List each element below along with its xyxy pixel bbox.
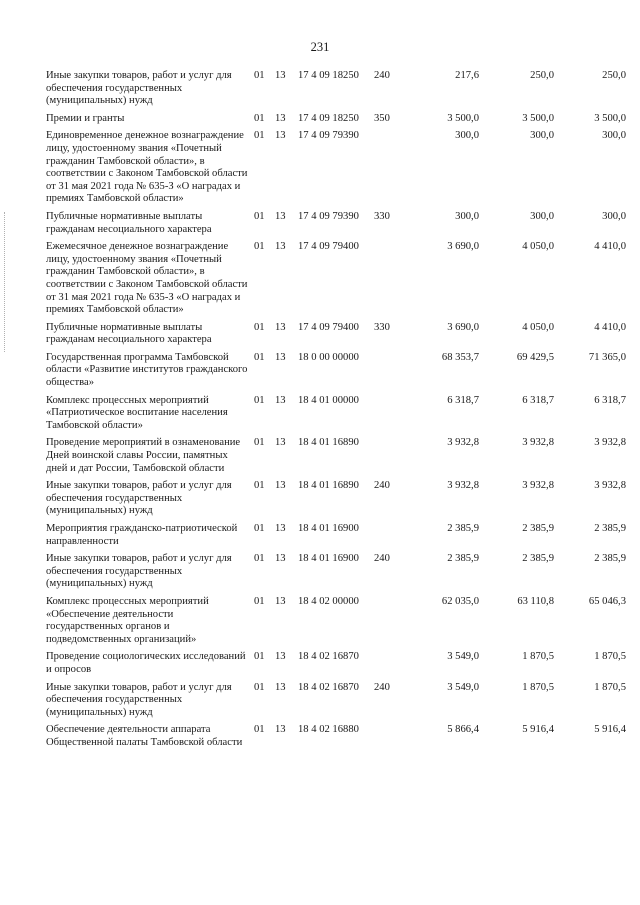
row-subsection: 13 [275, 394, 286, 406]
row-expense-type: 330 [374, 321, 390, 333]
row-section: 01 [254, 553, 265, 565]
row-name: Публичные нормативные выплаты гражданам несоциального характера [46, 321, 212, 346]
row-subsection: 13 [275, 724, 286, 736]
row-expense-type [374, 651, 402, 681]
row-value-2: 4 050,0 [522, 321, 554, 333]
row-value-3: 4 410,0 [594, 321, 626, 333]
row-expense-type [374, 130, 402, 211]
row-value-3: 2 385,9 [594, 553, 626, 565]
row-expense-type [374, 352, 402, 395]
row-value-2: 1 870,5 [522, 651, 554, 663]
row-name: Проведение мероприятий в ознаменование Дней воинской славы России, памятных дней и дат России, Тамбовской области [46, 437, 241, 474]
row-subsection: 13 [275, 351, 286, 363]
row-subsection: 13 [275, 112, 286, 124]
row-target-article: 18 4 02 16870 [298, 651, 359, 663]
row-subsection: 13 [275, 480, 286, 492]
row-target-article: 18 4 02 16870 [298, 681, 359, 693]
table-row [46, 113, 626, 131]
table-row [46, 322, 626, 352]
row-value-3: 5 916,4 [594, 724, 626, 736]
row-value-2: 6 318,7 [522, 394, 554, 406]
row-value-3: 6 318,7 [594, 394, 626, 406]
row-value-3: 4 410,0 [594, 241, 626, 253]
row-target-article: 18 4 02 16880 [298, 724, 359, 736]
table-row [46, 596, 626, 651]
row-subsection: 13 [275, 681, 286, 693]
row-value-1: 2 385,9 [447, 523, 479, 534]
row-value-2: 2 385,9 [522, 553, 554, 565]
row-expense-type: 240 [374, 70, 390, 81]
row-name: Комплекс процессных мероприятий «Обеспечение деятельности государственных органов и подведомственных организаций» [46, 595, 209, 645]
row-name: Иные закупки товаров, работ и услуг для обеспечения государственных (муниципальных) нужд [46, 70, 232, 107]
row-section: 01 [254, 130, 265, 142]
row-expense-type [374, 596, 402, 651]
row-target-article: 17 4 09 18250 [298, 112, 359, 124]
row-section: 01 [254, 321, 265, 333]
table-row [46, 651, 626, 681]
table-row [46, 395, 626, 438]
row-value-1: 3 549,0 [447, 651, 479, 663]
row-target-article: 18 4 02 00000 [298, 595, 359, 607]
row-value-3: 65 046,3 [588, 595, 626, 607]
row-name: Проведение социологических исследований и опросов [46, 651, 246, 675]
row-value-2: 250,0 [530, 70, 554, 81]
row-subsection: 13 [275, 70, 286, 81]
row-value-2: 1 870,5 [522, 681, 554, 693]
row-section: 01 [254, 724, 265, 736]
row-section: 01 [254, 480, 265, 492]
row-value-1: 3 932,8 [447, 480, 479, 492]
row-section: 01 [254, 437, 265, 449]
row-section: 01 [254, 210, 265, 222]
row-value-2: 2 385,9 [522, 523, 554, 534]
row-name: Комплекс процессных мероприятий «Патриотическое воспитание населения Тамбовской области» [46, 394, 228, 431]
row-name: Иные закупки товаров, работ и услуг для обеспечения государственных (муниципальных) нужд [46, 480, 232, 517]
row-value-1: 300,0 [455, 210, 479, 222]
row-target-article: 18 4 01 16890 [298, 480, 359, 492]
row-target-article: 17 4 09 79400 [298, 321, 359, 333]
row-expense-type: 240 [374, 681, 390, 693]
row-value-3: 250,0 [602, 70, 626, 81]
table-row [46, 682, 626, 725]
table-row [46, 553, 626, 596]
row-target-article: 17 4 09 79400 [298, 241, 359, 253]
row-target-article: 18 4 01 16890 [298, 437, 359, 449]
row-expense-type [374, 395, 402, 438]
row-name: Публичные нормативные выплаты гражданам несоциального характера [46, 210, 212, 235]
table-row [46, 211, 626, 241]
row-value-1: 3 549,0 [447, 681, 479, 693]
row-value-3: 2 385,9 [594, 523, 626, 534]
row-subsection: 13 [275, 241, 286, 253]
row-value-3: 300,0 [602, 210, 626, 222]
row-value-2: 5 916,4 [522, 724, 554, 736]
row-section: 01 [254, 595, 265, 607]
row-value-2: 3 932,8 [522, 437, 554, 449]
table-row [46, 70, 626, 113]
row-value-3: 300,0 [602, 130, 626, 142]
table-row [46, 523, 626, 553]
row-expense-type [374, 724, 402, 754]
row-expense-type: 240 [374, 553, 390, 565]
row-target-article: 17 4 09 79390 [298, 210, 359, 222]
row-expense-type: 240 [374, 480, 390, 492]
row-value-1: 3 500,0 [447, 112, 479, 124]
row-value-1: 2 385,9 [447, 553, 479, 565]
row-value-1: 68 353,7 [441, 351, 479, 363]
row-section: 01 [254, 70, 265, 81]
row-name: Иные закупки товаров, работ и услуг для обеспечения государственных (муниципальных) нужд [46, 681, 232, 718]
row-subsection: 13 [275, 437, 286, 449]
row-value-1: 62 035,0 [441, 595, 479, 607]
row-section: 01 [254, 523, 265, 534]
row-section: 01 [254, 394, 265, 406]
row-value-2: 4 050,0 [522, 241, 554, 253]
row-name: Премии и гранты [46, 112, 125, 124]
row-expense-type [374, 523, 402, 553]
row-target-article: 17 4 09 18250 [298, 70, 359, 81]
row-name: Обеспечение деятельности аппарата Общественной палаты Тамбовской области [46, 724, 243, 748]
row-value-2: 300,0 [530, 130, 554, 142]
row-target-article: 18 4 01 16900 [298, 523, 359, 534]
row-value-1: 6 318,7 [447, 394, 479, 406]
table-body [46, 70, 626, 755]
row-name: Ежемесячное денежное вознаграждение лицу, удостоенному звания «Почетный гражданин Тамбовской области», в соответствии с Законом Тамбовской области от 31 мая 2021 года № 635-З «О наградах и премиях Тамбовской области» [46, 241, 248, 316]
row-value-3: 3 932,8 [594, 437, 626, 449]
row-value-2: 3 500,0 [522, 112, 554, 124]
row-expense-type: 330 [374, 210, 390, 222]
row-value-2: 63 110,8 [517, 595, 554, 607]
row-value-1: 217,6 [455, 70, 479, 81]
table-row [46, 241, 626, 322]
row-value-1: 3 932,8 [447, 437, 479, 449]
row-subsection: 13 [275, 130, 286, 142]
table-row [46, 480, 626, 523]
row-subsection: 13 [275, 553, 286, 565]
row-name: Иные закупки товаров, работ и услуг для обеспечения государственных (муниципальных) нужд [46, 553, 232, 590]
row-value-2: 300,0 [530, 210, 554, 222]
scan-margin-marks [4, 212, 9, 352]
row-subsection: 13 [275, 595, 286, 607]
row-value-3: 3 500,0 [594, 112, 626, 124]
table-row [46, 437, 626, 480]
row-expense-type: 350 [374, 112, 390, 124]
row-expense-type [374, 241, 402, 322]
row-section: 01 [254, 241, 265, 253]
row-value-2: 3 932,8 [522, 480, 554, 492]
row-subsection: 13 [275, 210, 286, 222]
row-name: Государственная программа Тамбовской области «Развитие институтов гражданского общества» [46, 351, 248, 389]
table-row [46, 352, 626, 395]
row-name: Единовременное денежное вознаграждение лицу, удостоенному звания «Почетный гражданин Тамбовской области», в соответствии с Законом Тамбовской области от 31 мая 2021 года № 635-З «О наградах и премиях Тамбовской области» [46, 130, 248, 205]
row-name: Мероприятия гражданско-патриотической направленности [46, 523, 238, 547]
budget-table [46, 70, 626, 755]
row-target-article: 18 4 01 16900 [298, 553, 359, 565]
row-value-3: 3 932,8 [594, 480, 626, 492]
row-value-3: 1 870,5 [594, 681, 626, 693]
row-target-article: 18 0 00 00000 [298, 351, 359, 363]
row-expense-type [374, 437, 402, 480]
row-section: 01 [254, 651, 265, 663]
row-value-3: 1 870,5 [594, 651, 626, 663]
page-number: 231 [310, 40, 330, 54]
row-value-2: 69 429,5 [516, 351, 554, 363]
row-subsection: 13 [275, 321, 286, 333]
row-section: 01 [254, 351, 265, 363]
row-section: 01 [254, 681, 265, 693]
table-row [46, 724, 626, 754]
row-value-3: 71 365,0 [588, 351, 626, 363]
row-target-article: 17 4 09 79390 [298, 130, 359, 142]
row-subsection: 13 [275, 523, 286, 534]
row-target-article: 18 4 01 00000 [298, 394, 359, 406]
row-value-1: 3 690,0 [447, 241, 479, 253]
table-row [46, 130, 626, 211]
row-subsection: 13 [275, 651, 286, 663]
row-value-1: 5 866,4 [447, 724, 479, 736]
row-value-1: 300,0 [455, 130, 479, 142]
row-value-1: 3 690,0 [447, 321, 479, 333]
row-section: 01 [254, 112, 265, 124]
